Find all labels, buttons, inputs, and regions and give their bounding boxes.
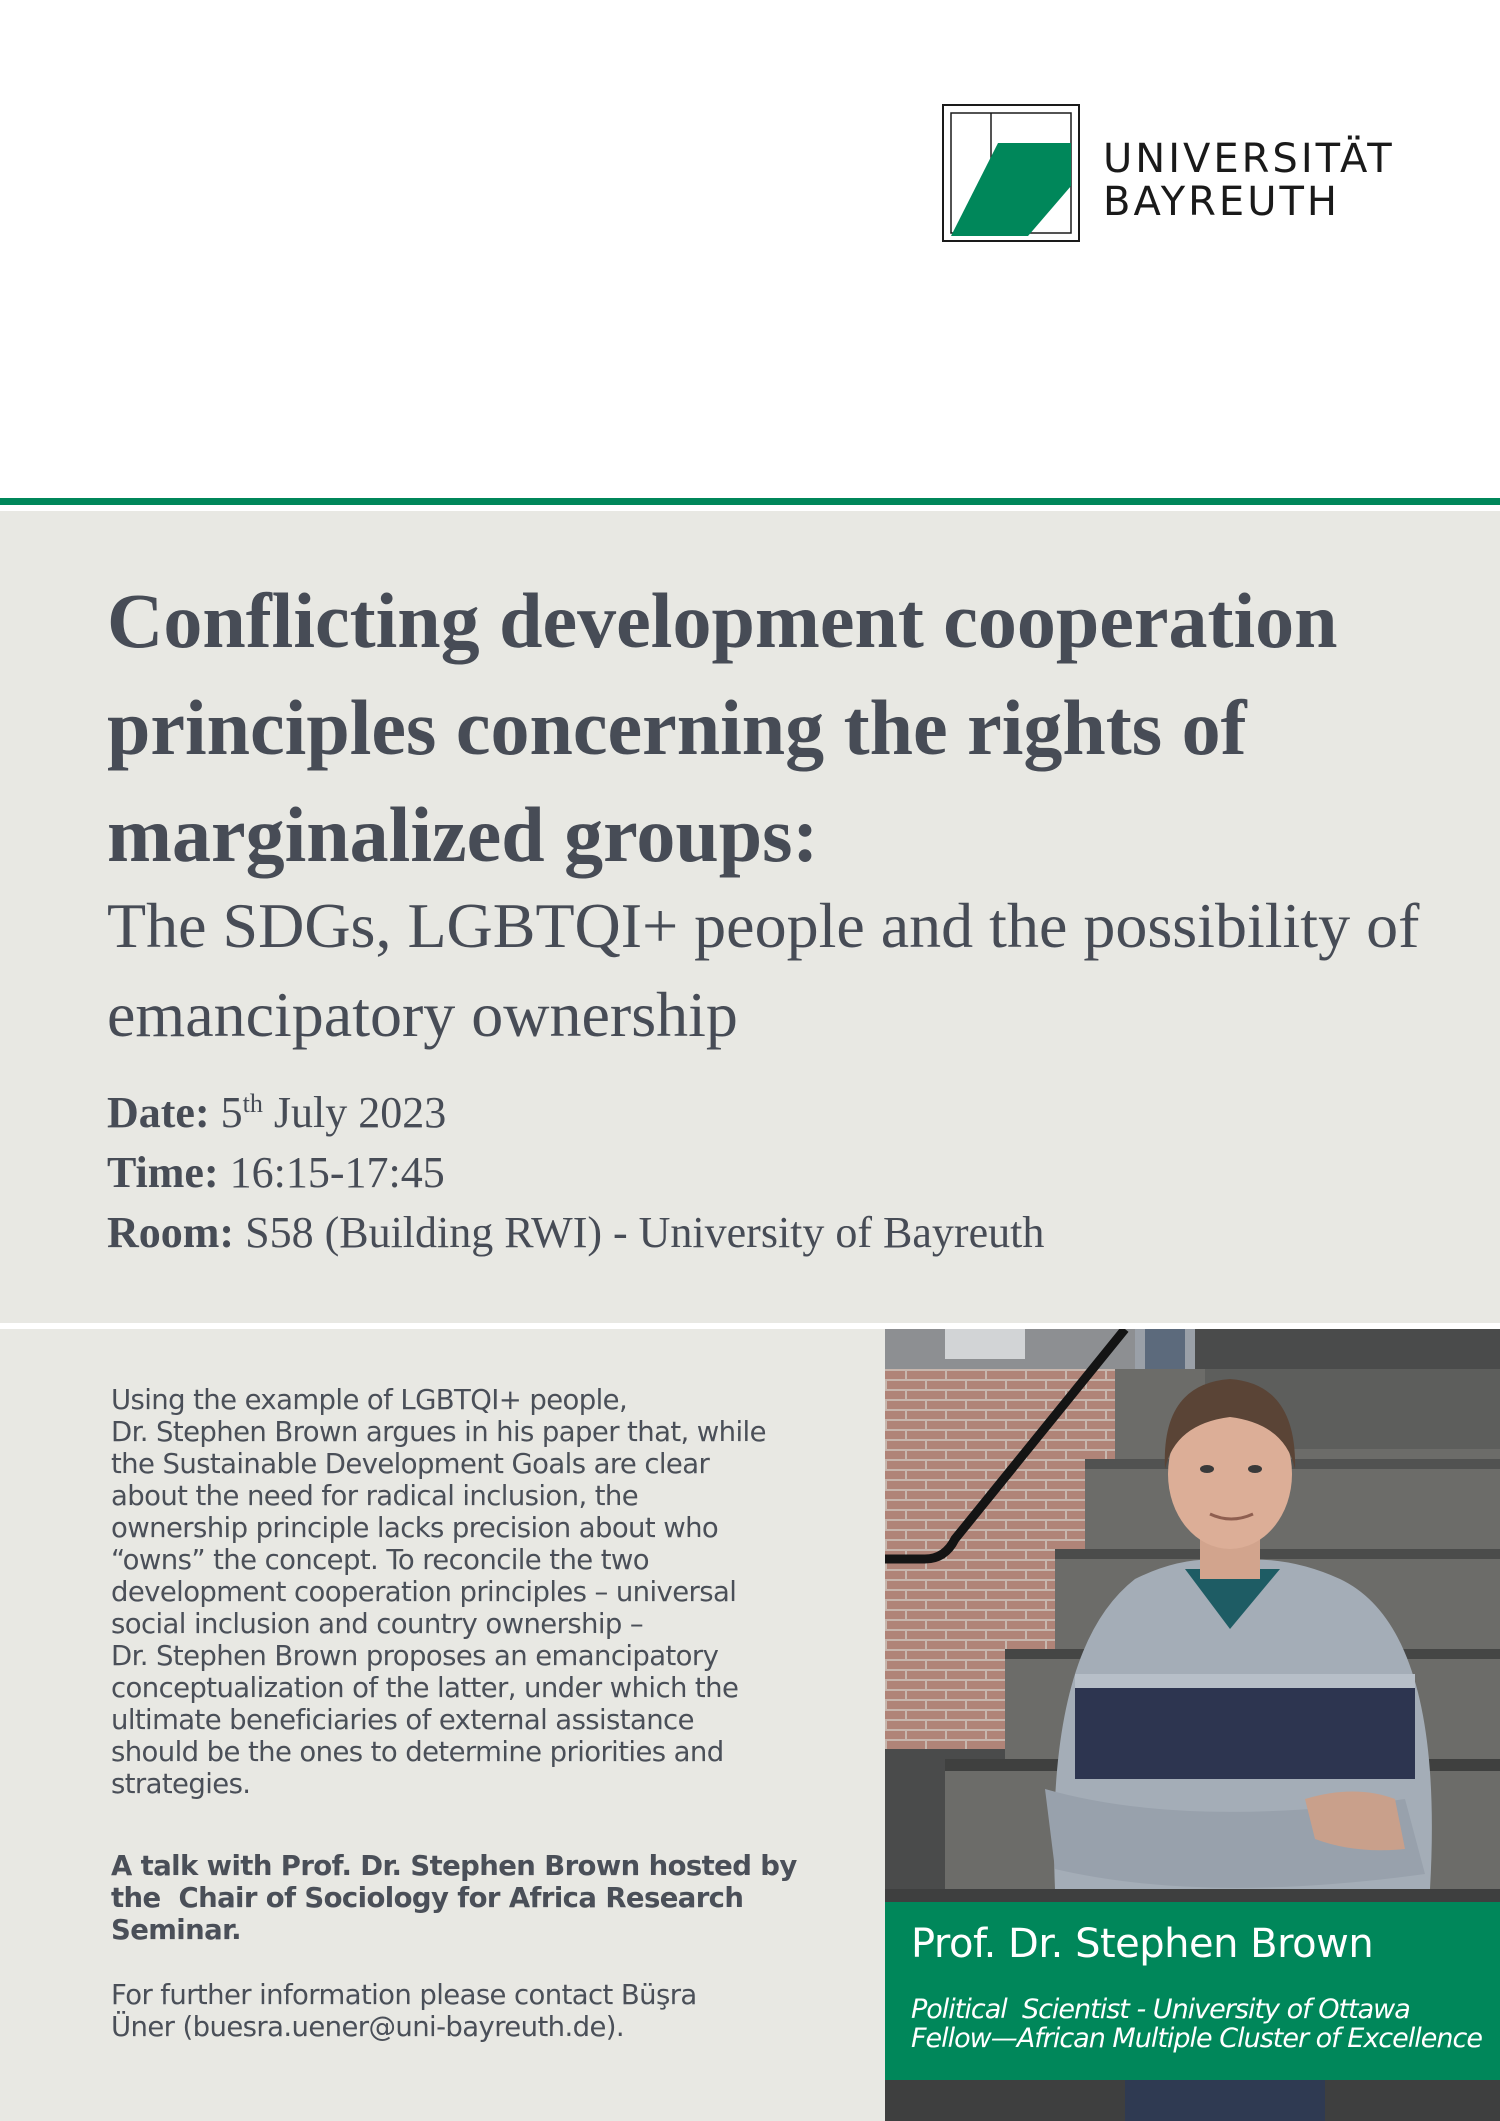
date-suffix: th <box>242 1089 263 1118</box>
contact-info <box>111 1979 851 2043</box>
time-label: Time: <box>107 1148 219 1197</box>
description-line: “owns” the concept. To reconcile the two <box>111 1544 650 1576</box>
room-label: Room: <box>107 1208 235 1257</box>
details-section <box>0 1329 1500 2121</box>
description-line: development cooperation principles – universal <box>111 1576 737 1608</box>
description-line: social inclusion and country ownership – <box>111 1608 644 1640</box>
speaker-role <box>911 1995 1482 2053</box>
logo-line-1: UNIVERSITÄT <box>1103 136 1395 182</box>
speaker-caption <box>885 1902 1500 2080</box>
description-line: Dr. Stephen Brown proposes an emancipatory <box>111 1640 719 1672</box>
logo-line-2: BAYREUTH <box>1103 179 1340 225</box>
host-line: Seminar. <box>111 1914 241 1946</box>
description-line: about the need for radical inclusion, the <box>111 1480 639 1512</box>
time-row <box>107 1143 1044 1203</box>
time-value: 16:15-17:45 <box>229 1148 445 1197</box>
title-section <box>0 511 1500 1323</box>
host-line: A talk with Prof. Dr. Stephen Brown hosted by <box>111 1850 797 1882</box>
header <box>0 0 1500 498</box>
description-line: ultimate beneficiaries of external assistance <box>111 1704 694 1736</box>
event-subtitle: The SDGs, LGBTQI+ people and the possibility of emancipatory ownership <box>107 890 1420 1050</box>
speaker-name: Prof. Dr. Stephen Brown <box>911 1921 1374 1967</box>
host-note <box>111 1850 851 1946</box>
description-line: ownership principle lacks precision about who <box>111 1512 719 1544</box>
date-row <box>107 1083 1044 1143</box>
description-line: should be the ones to determine priorities and <box>111 1736 724 1768</box>
description-line: Using the example of LGBTQI+ people, <box>111 1384 628 1416</box>
room-row <box>107 1203 1044 1263</box>
speaker-role-line-1: Political Scientist - University of Ottawa <box>911 1994 1410 2025</box>
description-line: conceptualization of the latter, under which the <box>111 1672 739 1704</box>
green-divider <box>0 498 1500 505</box>
description-line: Dr. Stephen Brown argues in his paper that, while <box>111 1416 766 1448</box>
date-label: Date: <box>107 1088 210 1137</box>
date-day: 5 <box>220 1088 243 1137</box>
contact-line: Üner (buesra.uener@uni-bayreuth.de). <box>111 2011 625 2043</box>
speaker-role-line-2: Fellow—African Multiple Cluster of Excellence <box>911 2023 1482 2054</box>
university-logo-icon <box>942 104 1080 242</box>
event-title: Conflicting development cooperation principles concerning the rights of marginalized groups: <box>107 577 1338 878</box>
contact-line: For further information please contact Büşra <box>111 1979 697 2011</box>
date-rest: July 2023 <box>273 1088 447 1137</box>
description-line: strategies. <box>111 1768 251 1800</box>
host-line: the Chair of Sociology for Africa Research <box>111 1882 744 1914</box>
university-logo-wordmark <box>1103 138 1395 224</box>
room-value: S58 (Building RWI) - University of Bayreuth <box>245 1208 1045 1257</box>
event-details <box>107 1083 1044 1263</box>
talk-description <box>111 1384 851 1800</box>
description-line: the Sustainable Development Goals are clear <box>111 1448 710 1480</box>
